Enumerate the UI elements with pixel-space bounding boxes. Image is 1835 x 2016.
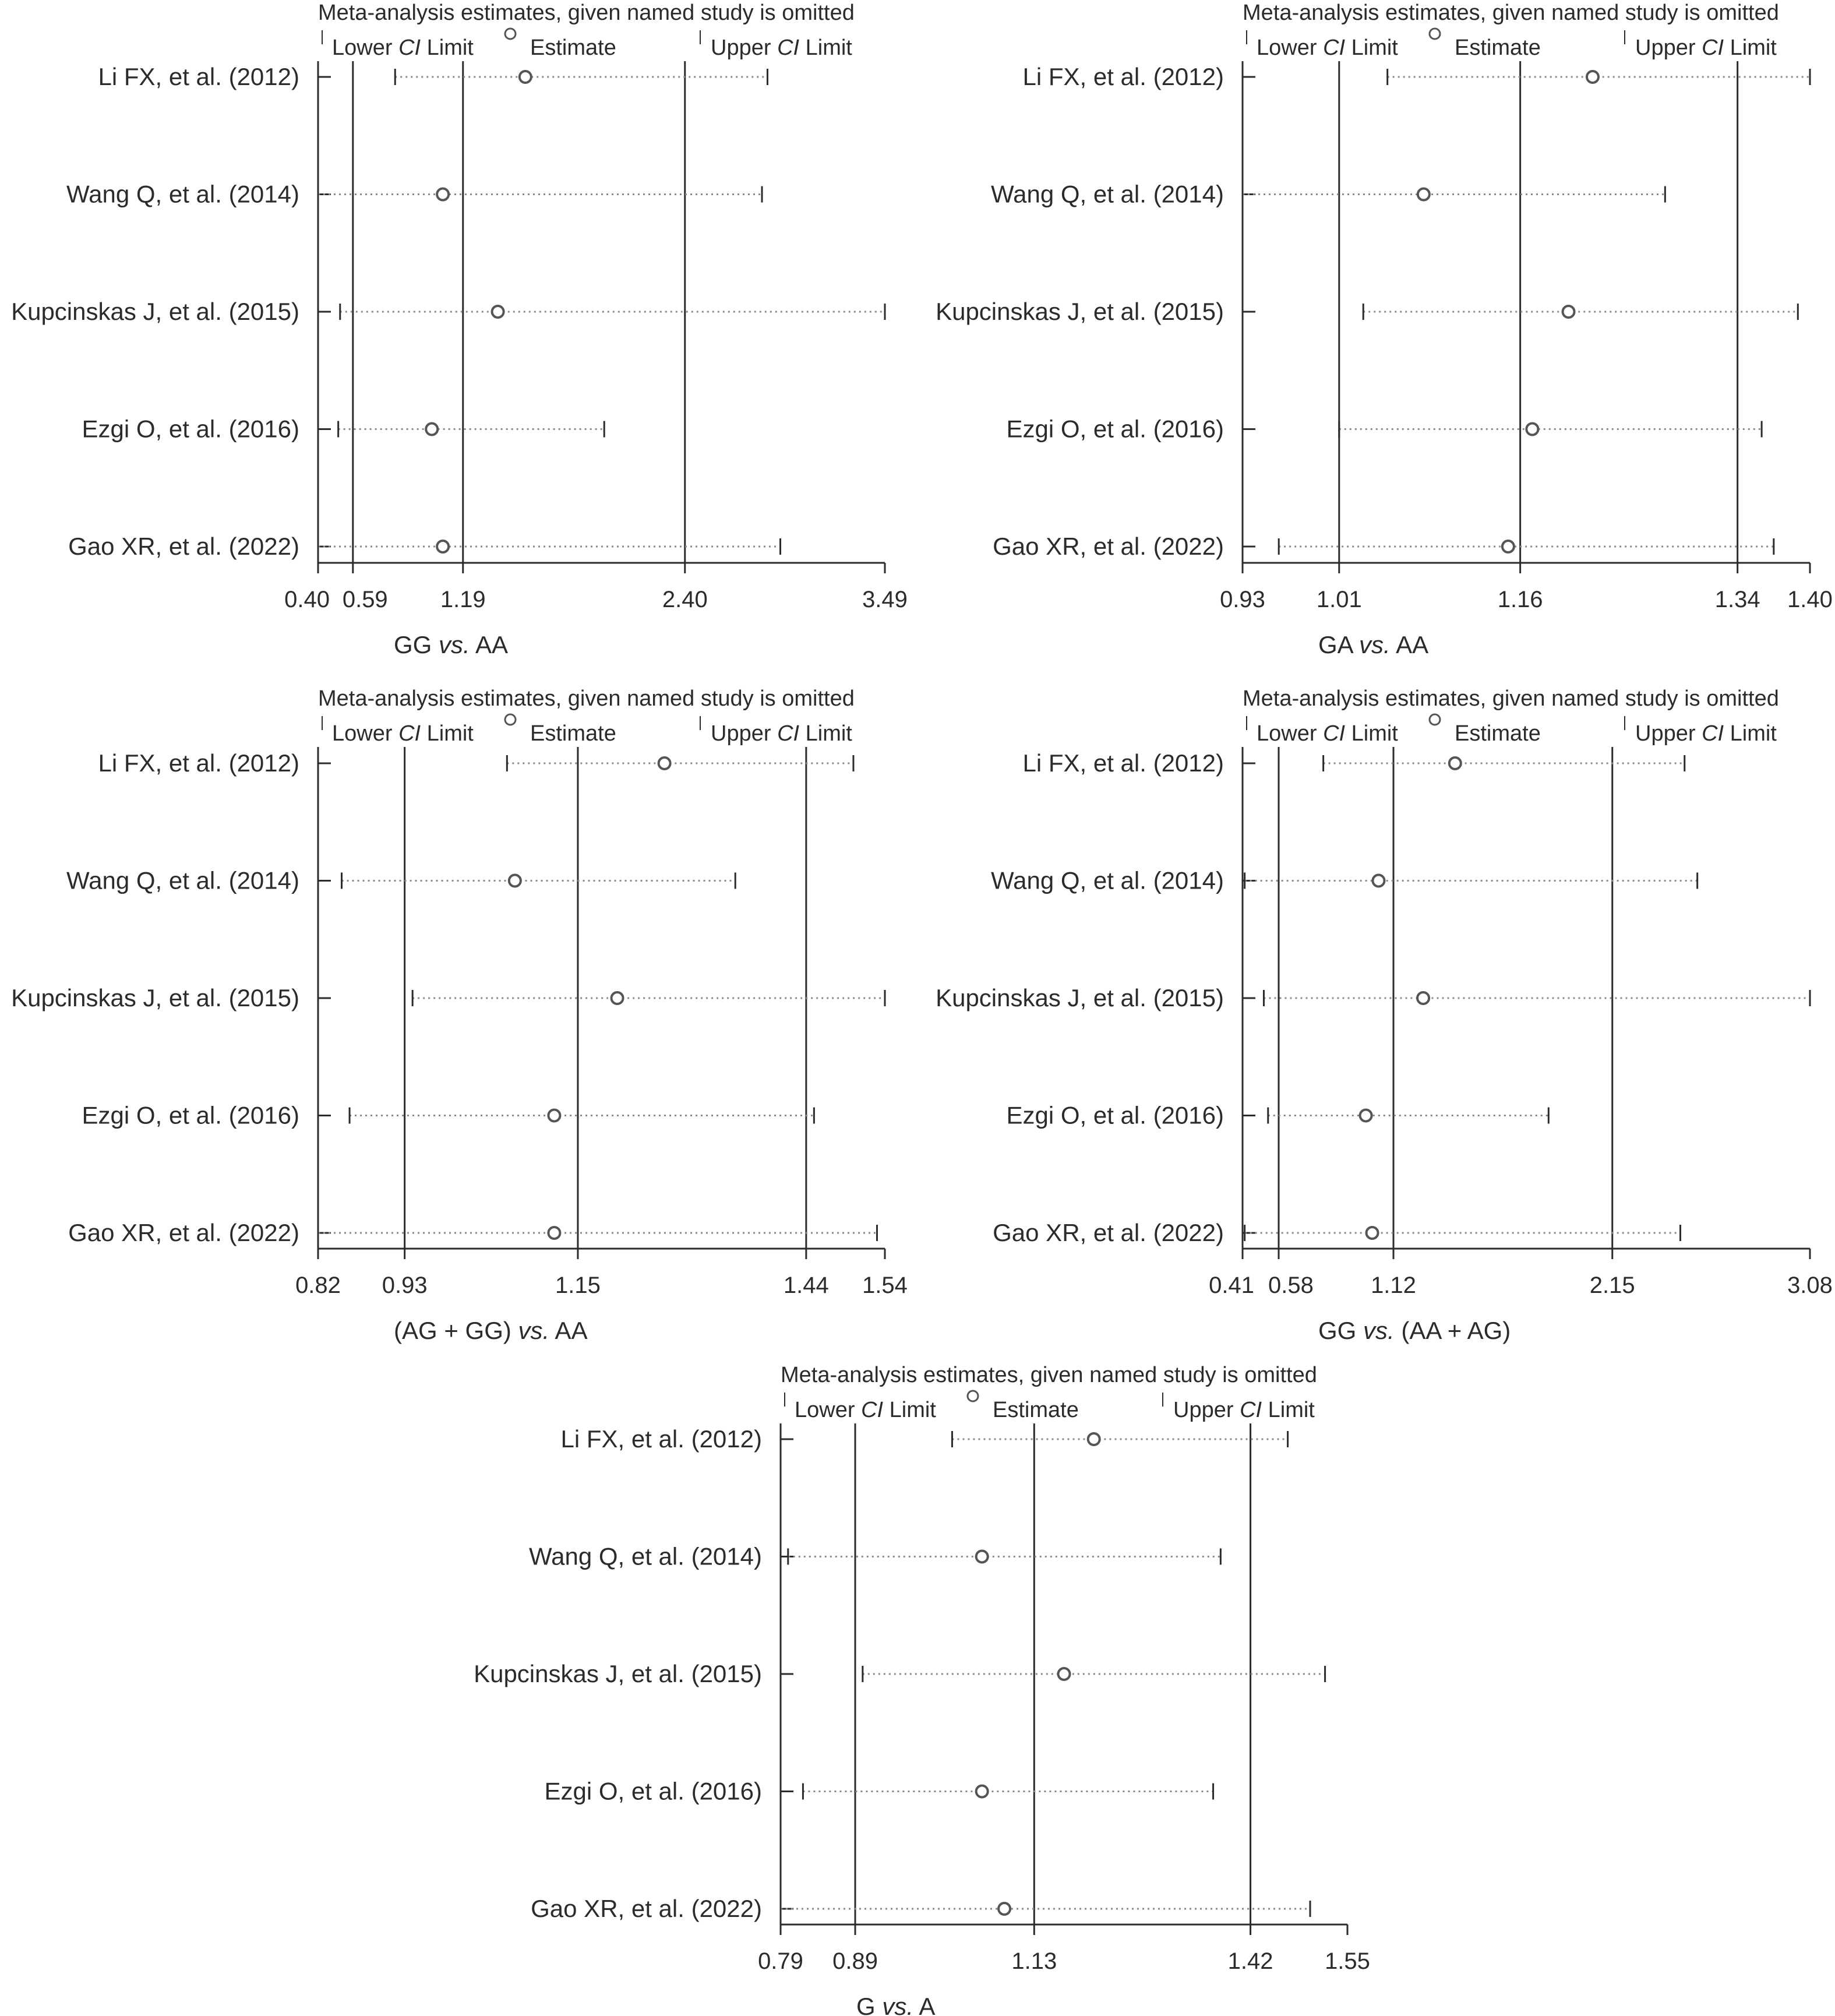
study-label: Li FX, et al. (2012) xyxy=(98,63,299,90)
panel-header: Meta-analysis estimates, given named study is omitted xyxy=(318,686,855,711)
x-tick-label: 0.40 xyxy=(284,587,330,612)
estimate-marker xyxy=(1418,189,1430,200)
legend-upper-ci-limit: Upper CI Limit xyxy=(711,721,852,746)
panel-header: Meta-analysis estimates, given named study is omitted xyxy=(781,1363,1317,1387)
study-label: Gao XR, et al. (2022) xyxy=(531,1895,762,1922)
study-label: Ezgi O, et al. (2016) xyxy=(544,1777,762,1805)
study-label: Wang Q, et al. (2014) xyxy=(991,866,1224,894)
legend-lower-ci-limit: Lower CI Limit xyxy=(1257,721,1398,746)
legend-upper-ci-limit: Upper CI Limit xyxy=(1635,36,1777,60)
legend-estimate-marker xyxy=(505,29,516,39)
legend-upper-ci-limit: Upper CI Limit xyxy=(711,36,852,60)
x-tick-label: 0.93 xyxy=(382,1273,428,1298)
legend-estimate-label: Estimate xyxy=(530,721,616,746)
x-tick-label: 3.49 xyxy=(862,587,908,612)
estimate-marker xyxy=(612,992,623,1004)
estimate-marker xyxy=(1360,1110,1372,1122)
x-tick-label: 0.41 xyxy=(1209,1273,1254,1298)
x-tick-label: 0.82 xyxy=(295,1273,341,1298)
study-label: Gao XR, et al. (2022) xyxy=(68,1219,299,1246)
x-tick-label: 2.15 xyxy=(1589,1273,1635,1298)
estimate-marker xyxy=(1058,1668,1070,1680)
study-label: Wang Q, et al. (2014) xyxy=(991,180,1224,208)
study-label: Kupcinskas J, et al. (2015) xyxy=(936,298,1224,325)
estimate-marker xyxy=(976,1786,988,1798)
study-label: Gao XR, et al. (2022) xyxy=(993,533,1224,560)
legend-lower-ci-limit: Lower CI Limit xyxy=(795,1398,936,1422)
x-tick-label: 1.42 xyxy=(1227,1948,1273,1974)
x-tick-label: 1.19 xyxy=(440,587,486,612)
estimate-marker xyxy=(548,1110,560,1122)
estimate-marker xyxy=(1526,424,1538,435)
study-label: Ezgi O, et al. (2016) xyxy=(1006,1101,1224,1129)
x-tick-label: 1.13 xyxy=(1011,1948,1057,1974)
x-tick-label: 1.55 xyxy=(1325,1948,1370,1974)
forest-panel-5 xyxy=(474,1363,1370,2016)
x-tick-label: 1.54 xyxy=(862,1273,908,1298)
x-tick-label: 0.93 xyxy=(1220,587,1265,612)
legend-estimate-label: Estimate xyxy=(993,1398,1079,1422)
study-label: Kupcinskas J, et al. (2015) xyxy=(11,298,299,325)
study-label: Li FX, et al. (2012) xyxy=(560,1425,762,1453)
x-tick-label: 1.34 xyxy=(1714,587,1760,612)
legend-upper-ci-limit: Upper CI Limit xyxy=(1173,1398,1315,1422)
estimate-marker xyxy=(976,1551,988,1563)
legend-upper-ci-limit: Upper CI Limit xyxy=(1635,721,1777,746)
legend-lower-ci-limit: Lower CI Limit xyxy=(332,36,474,60)
x-tick-label: 0.79 xyxy=(758,1948,803,1974)
study-label: Ezgi O, et al. (2016) xyxy=(82,1101,299,1129)
estimate-marker xyxy=(437,189,449,200)
estimate-marker xyxy=(1417,992,1429,1004)
estimate-marker xyxy=(1367,1227,1378,1239)
legend-estimate-marker xyxy=(1430,29,1440,39)
study-label: Ezgi O, et al. (2016) xyxy=(1006,415,1224,443)
x-tick-label: 1.44 xyxy=(783,1273,829,1298)
x-tick-label: 0.89 xyxy=(832,1948,878,1974)
x-tick-label: 1.12 xyxy=(1371,1273,1416,1298)
study-label: Li FX, et al. (2012) xyxy=(98,749,299,777)
panel-header: Meta-analysis estimates, given named study is omitted xyxy=(318,1,855,25)
estimate-marker xyxy=(1502,541,1514,552)
x-axis-title: G vs. A xyxy=(856,1993,936,2016)
study-label: Wang Q, et al. (2014) xyxy=(66,180,299,208)
forest-panel-4 xyxy=(936,686,1833,1344)
estimate-marker xyxy=(659,757,671,769)
forest-panel-1 xyxy=(11,1,908,658)
estimate-marker xyxy=(998,1903,1010,1915)
x-axis-title: GG vs. (AA + AG) xyxy=(1318,1317,1511,1344)
legend-estimate-label: Estimate xyxy=(530,36,616,60)
estimate-marker xyxy=(520,71,531,83)
x-tick-label: 0.59 xyxy=(342,587,388,612)
study-label: Li FX, et al. (2012) xyxy=(1022,749,1224,777)
x-tick-label: 1.01 xyxy=(1316,587,1362,612)
legend-lower-ci-limit: Lower CI Limit xyxy=(332,721,474,746)
x-axis-title: (AG + GG) vs. AA xyxy=(394,1317,588,1344)
study-label: Wang Q, et al. (2014) xyxy=(529,1542,762,1570)
panel-header: Meta-analysis estimates, given named study is omitted xyxy=(1243,1,1779,25)
x-tick-label: 3.08 xyxy=(1787,1273,1833,1298)
x-tick-label: 2.40 xyxy=(662,587,708,612)
x-tick-label: 1.16 xyxy=(1497,587,1543,612)
study-label: Li FX, et al. (2012) xyxy=(1022,63,1224,90)
estimate-marker xyxy=(1372,875,1384,887)
legend-estimate-label: Estimate xyxy=(1455,721,1541,746)
x-axis-title: GA vs. AA xyxy=(1318,631,1429,658)
panel-header: Meta-analysis estimates, given named study is omitted xyxy=(1243,686,1779,711)
estimate-marker xyxy=(509,875,521,887)
estimate-marker xyxy=(1449,757,1461,769)
estimate-marker xyxy=(437,541,449,552)
estimate-marker xyxy=(548,1227,560,1239)
estimate-marker xyxy=(492,306,504,318)
legend-lower-ci-limit: Lower CI Limit xyxy=(1257,36,1398,60)
study-label: Kupcinskas J, et al. (2015) xyxy=(11,984,299,1011)
x-tick-label: 0.58 xyxy=(1268,1273,1314,1298)
x-tick-label: 1.15 xyxy=(555,1273,601,1298)
estimate-marker xyxy=(1563,306,1575,318)
study-label: Kupcinskas J, et al. (2015) xyxy=(474,1660,762,1687)
legend-estimate-marker xyxy=(968,1391,978,1401)
study-label: Gao XR, et al. (2022) xyxy=(993,1219,1224,1246)
legend-estimate-marker xyxy=(1430,714,1440,725)
estimate-marker xyxy=(1587,71,1598,83)
x-axis-title: GG vs. AA xyxy=(394,631,509,658)
x-tick-label: 1.40 xyxy=(1787,587,1833,612)
legend-estimate-label: Estimate xyxy=(1455,36,1541,60)
study-label: Kupcinskas J, et al. (2015) xyxy=(936,984,1224,1011)
study-label: Gao XR, et al. (2022) xyxy=(68,533,299,560)
estimate-marker xyxy=(1088,1433,1100,1445)
estimate-marker xyxy=(426,424,437,435)
forest-panel-3 xyxy=(11,686,908,1344)
study-label: Wang Q, et al. (2014) xyxy=(66,866,299,894)
study-label: Ezgi O, et al. (2016) xyxy=(82,415,299,443)
forest-panel-2 xyxy=(936,1,1833,658)
legend-estimate-marker xyxy=(505,714,516,725)
